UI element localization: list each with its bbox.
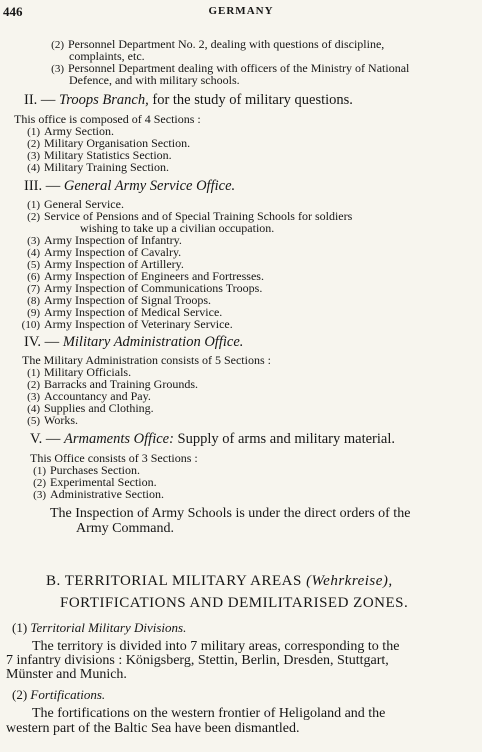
list-item: (3) Personnel Department dealing with officers of the Ministry of National [51,61,410,75]
list-item: wishing to take up a civilian occupation. [80,221,275,235]
list-item: (1) General Service. [27,197,124,211]
section-heading-iv: IV. — Military Administration Office. [24,334,244,350]
paragraph-line: The territory is divided into 7 military areas, corresponding to the [32,639,400,654]
part-b-title: B. TERRITORIAL MILITARY AREAS (Wehrkreise), [46,573,393,589]
list-item: (2) Experimental Section. [33,475,157,489]
note-paragraph-line: Army Command. [76,521,174,536]
list-item: (6) Army Inspection of Engineers and Fortresses. [27,269,264,283]
list-item: (1) Military Officials. [27,365,132,379]
list-item: (2) Barracks and Training Grounds. [27,377,198,391]
list-item: (1) Purchases Section. [33,463,140,477]
section-heading-ii: II. — Troops Branch, for the study of military questions. [24,92,353,108]
list-item: (3) Accountancy and Pay. [27,389,151,403]
section-intro: This Office consists of 3 Sections : [30,451,198,465]
list-item: Defence, and with military schools. [69,73,240,87]
paragraph-line: Münster and Munich. [6,667,127,682]
paragraph-line: The fortifications on the western frontier of Heligoland and the [32,706,386,721]
list-item: (3) Military Statistics Section. [27,148,172,162]
running-head: GERMANY [208,5,274,17]
list-item: (5) Works. [27,413,79,427]
paragraph-line: 7 infantry divisions : Königsberg, Stettin, Berlin, Dresden, Stuttgart, [6,653,389,668]
list-item: (5) Army Inspection of Artillery. [27,257,184,271]
list-item: (9) Army Inspection of Medical Service. [27,305,223,319]
note-paragraph-line: The Inspection of Army Schools is under the direct orders of the [50,506,411,521]
paragraph-line: western part of the Baltic Sea have been dismantled. [6,721,300,736]
list-item: (2) Personnel Department No. 2, dealing with questions of discipline, [51,37,385,51]
section-heading-iii: III. — General Army Service Office. [24,178,236,194]
page-header [0,4,482,20]
list-item: complaints, etc. [69,49,145,63]
list-item: (8) Army Inspection of Signal Troops. [27,293,212,307]
section-intro: The Military Administration consists of 5 Sections : [22,353,271,367]
section-heading-v: V. — Armaments Office: Supply of arms and military material. [30,431,395,447]
subsection-heading: (2) Fortifications. [12,687,106,702]
list-item: (2) Military Organisation Section. [27,136,191,150]
list-item: (7) Army Inspection of Communications Troops. [27,281,263,295]
list-item: (1) Army Section. [27,124,114,138]
list-item: (4) Military Training Section. [27,160,170,174]
list-item: (10) Army Inspection of Veterinary Service. [21,317,233,331]
list-item: (4) Supplies and Clothing. [27,401,154,415]
page-number: 446 [3,4,23,19]
list-item: (3) Army Inspection of Infantry. [27,233,182,247]
subsection-heading: (1) Territorial Military Divisions. [12,620,187,635]
list-item: (3) Administrative Section. [33,487,164,501]
section-intro: This office is composed of 4 Sections : [14,112,201,126]
part-b-subtitle: FORTIFICATIONS AND DEMILITARISED ZONES. [60,595,409,611]
list-item: (4) Army Inspection of Cavalry. [27,245,182,259]
list-item: (2) Service of Pensions and of Special Training Schools for soldiers [27,209,353,223]
